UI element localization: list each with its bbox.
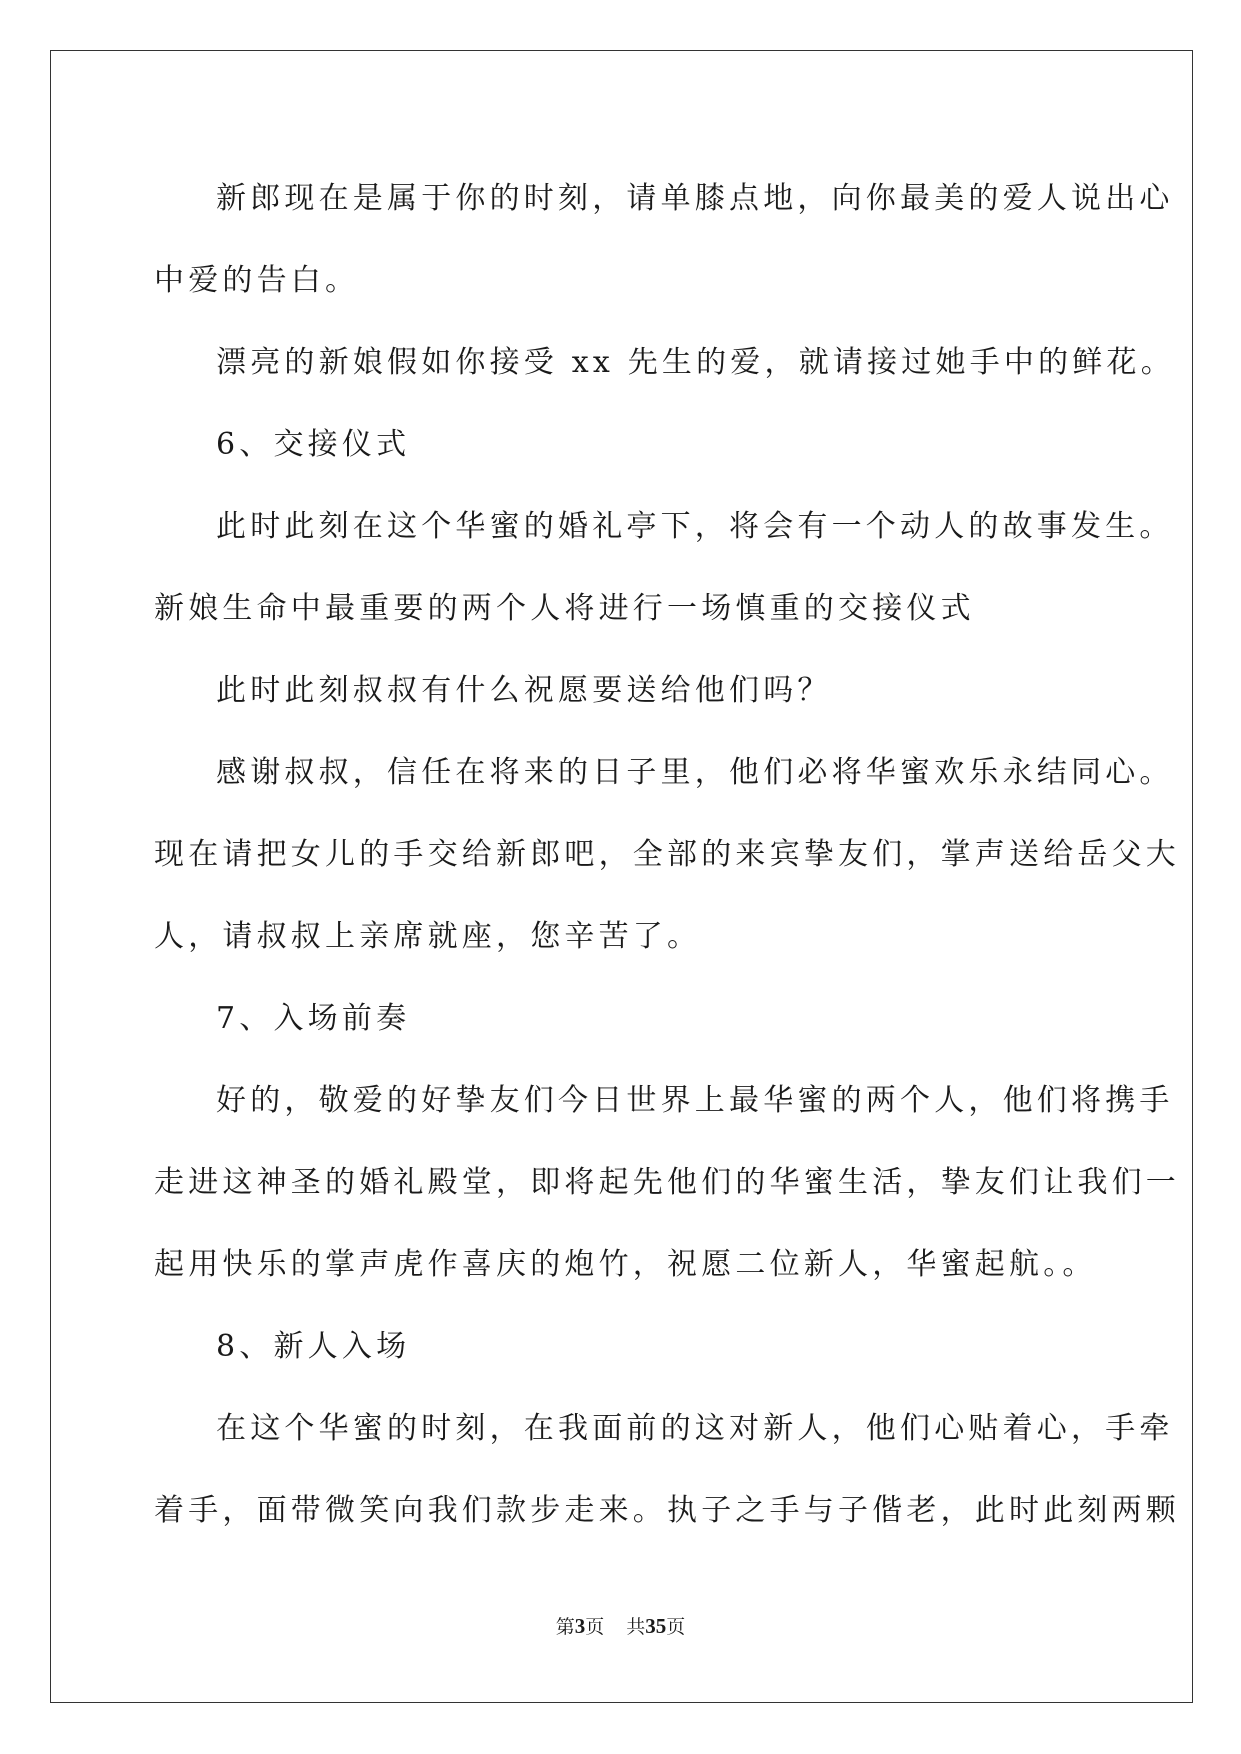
text-line: 人，请叔叔上亲席就座，您辛苦了。 [154, 919, 702, 954]
text-line: 此时此刻在这个华蜜的婚礼亭下，将会有一个动人的故事发生。 [216, 509, 1174, 544]
total-prefix: 共 [626, 1616, 646, 1638]
text-line: 着手，面带微笑向我们款步走来。执子之手与子偕老，此时此刻两颗 [154, 1493, 1180, 1528]
text-line: 感谢叔叔，信任在将来的日子里，他们必将华蜜欢乐永结同心。 [216, 755, 1174, 790]
page-prefix: 第 [555, 1616, 575, 1638]
text-line: 此时此刻叔叔有什么祝愿要送给他们吗？ [216, 673, 832, 708]
page-footer [0, 1612, 1241, 1639]
total-pages: 35 [645, 1614, 667, 1638]
text-line: 好的，敬爱的好挚友们今日世界上最华蜜的两个人，他们将携手 [216, 1083, 1174, 1118]
text-line: 中爱的告白。 [154, 263, 360, 298]
total-suffix: 页 [666, 1616, 686, 1638]
section-heading: 6、交接仪式 [216, 427, 411, 462]
text-line: 新娘生命中最重要的两个人将进行一场慎重的交接仪式 [154, 591, 975, 626]
section-heading: 8、新人入场 [216, 1329, 411, 1364]
document-body [154, 158, 1180, 1552]
text-line: 现在请把女儿的手交给新郎吧，全部的来宾挚友们，掌声送给岳父大 [154, 837, 1180, 872]
text-line: 在这个华蜜的时刻，在我面前的这对新人，他们心贴着心，手牵 [216, 1411, 1174, 1446]
text-line: 漂亮的新娘假如你接受 xx 先生的爱，就请接过她手中的鲜花。 [216, 345, 1175, 380]
text-line: 走进这神圣的婚礼殿堂，即将起先他们的华蜜生活，挚友们让我们一 [154, 1165, 1180, 1200]
text-line: 起用快乐的掌声虎作喜庆的炮竹，祝愿二位新人，华蜜起航。。 [154, 1247, 1097, 1282]
page-suffix: 页 [585, 1616, 605, 1638]
section-heading: 7、入场前奏 [216, 1001, 411, 1036]
text-line: 新郎现在是属于你的时刻，请单膝点地，向你最美的爱人说出心 [216, 181, 1174, 216]
page-number: 3 [574, 1614, 586, 1638]
